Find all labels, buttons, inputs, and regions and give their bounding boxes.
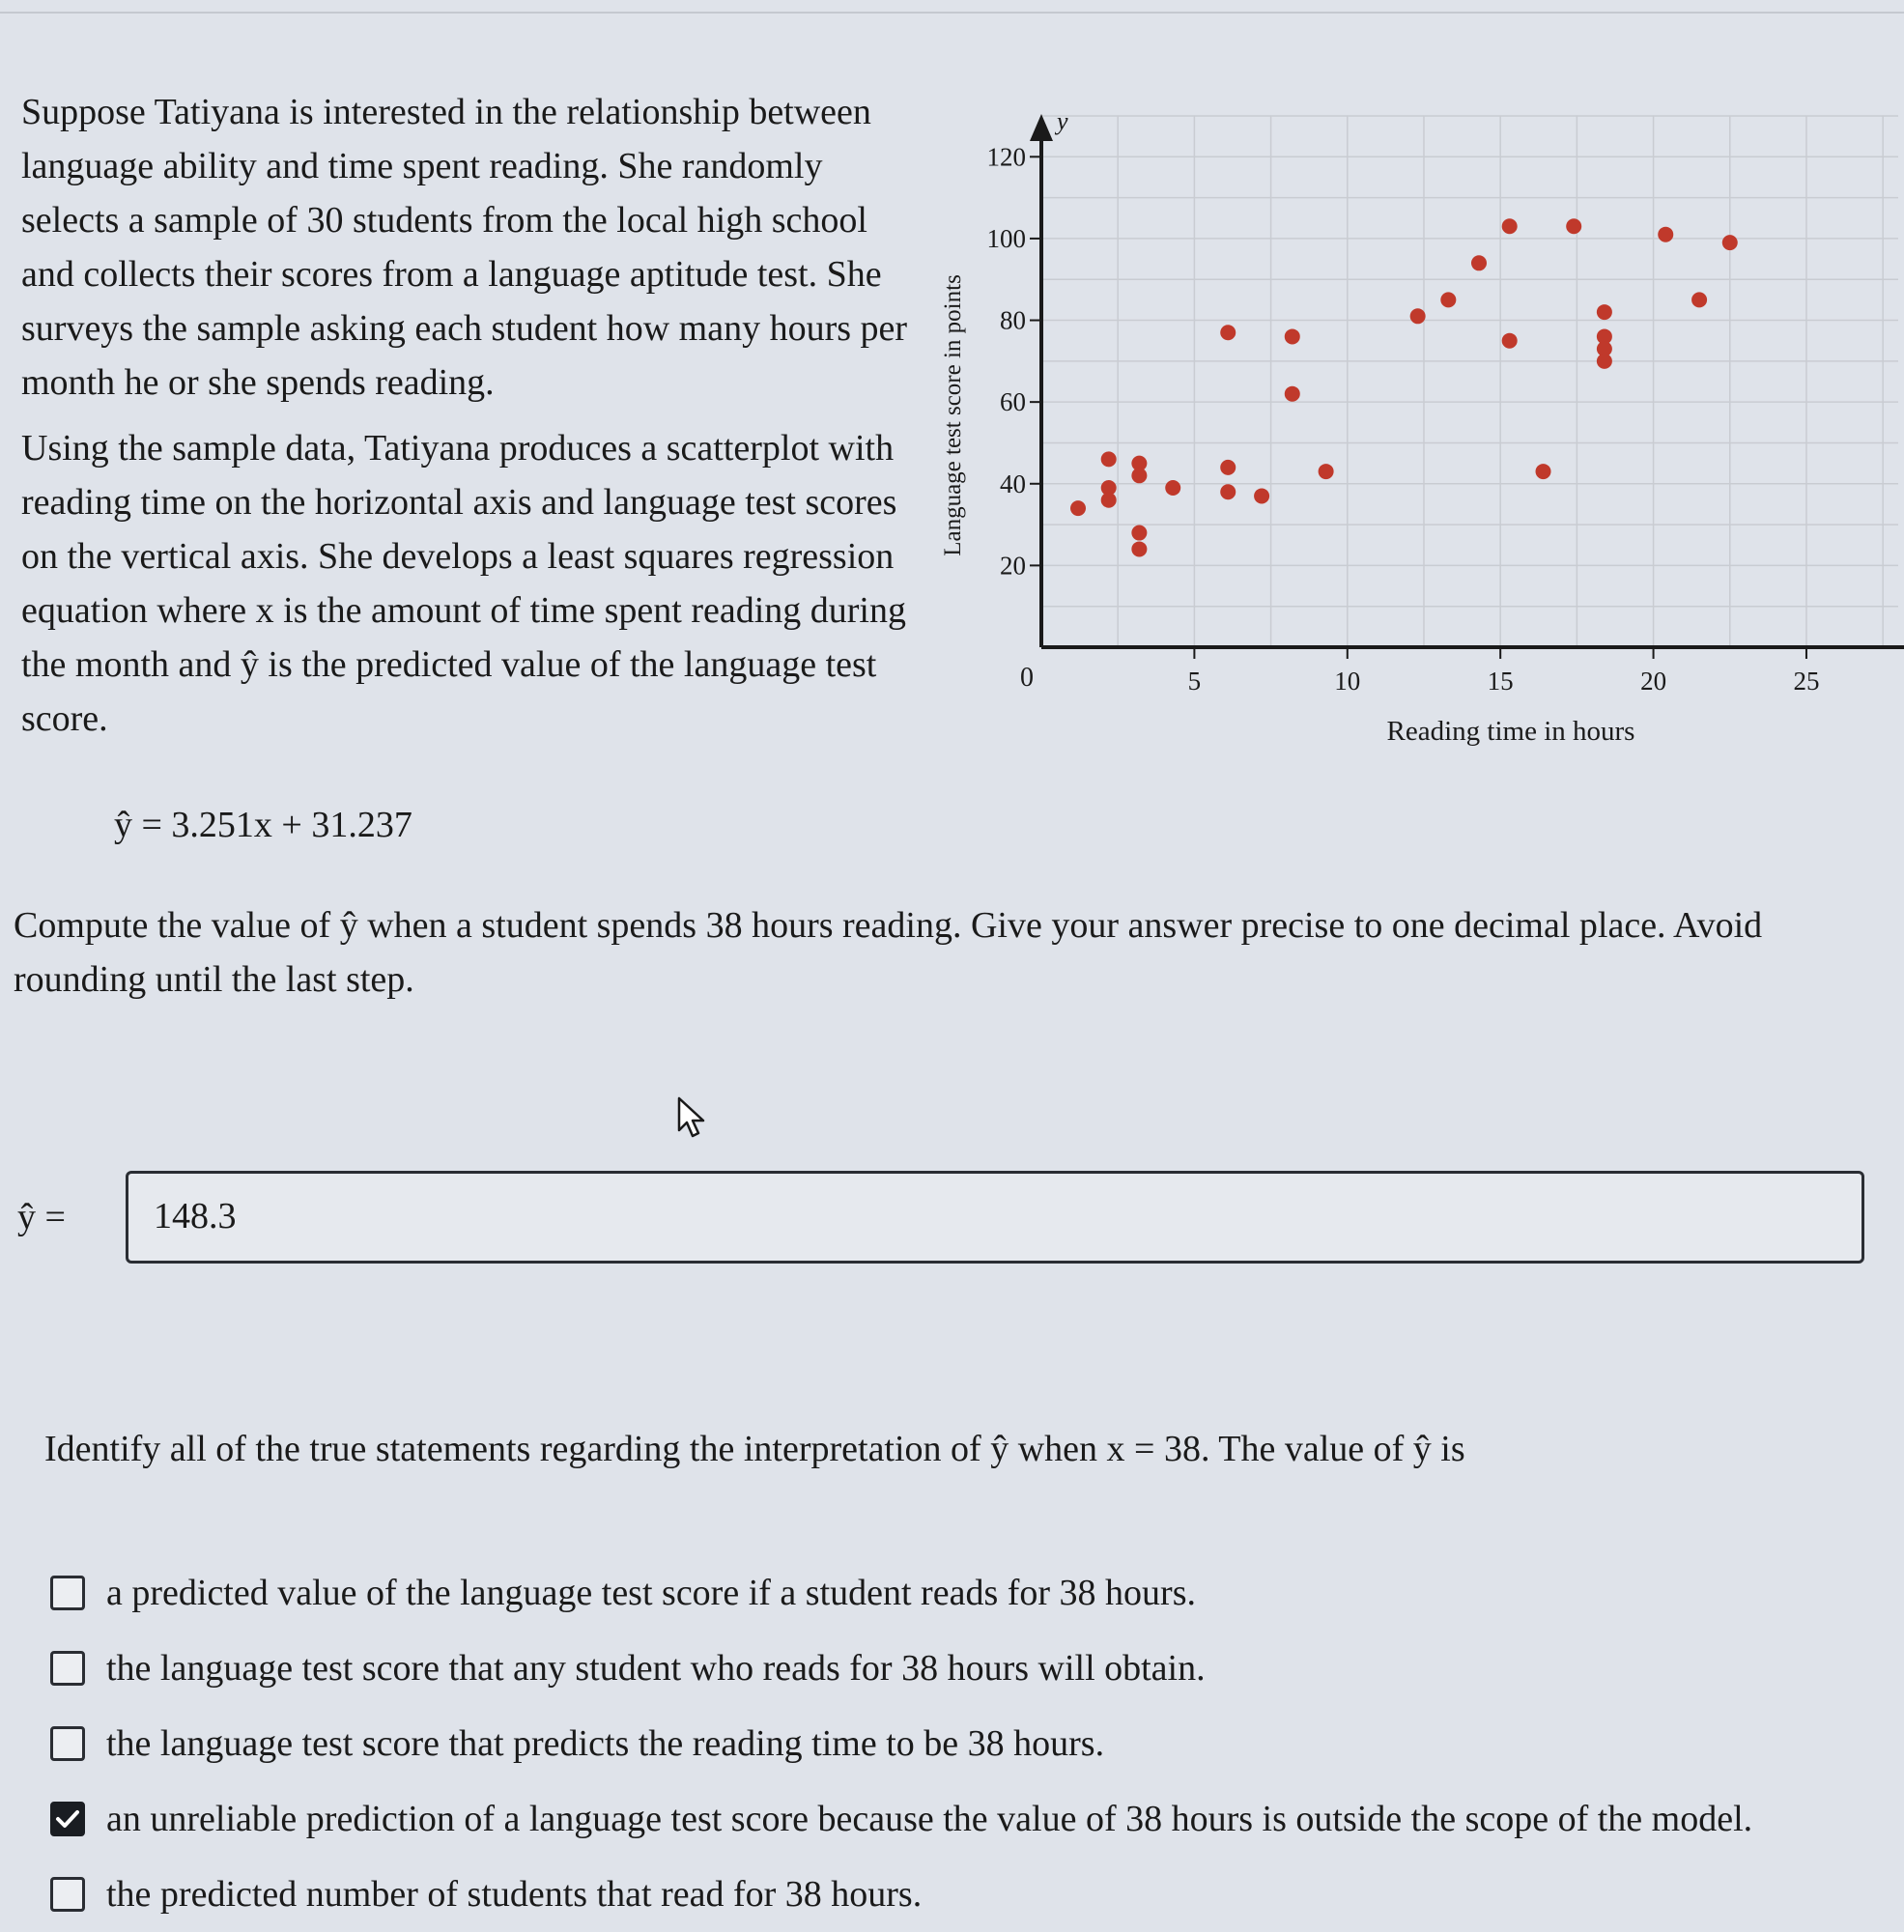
checkbox-option-5[interactable] [50,1877,85,1912]
y-tick-label: 120 [986,142,1026,172]
scatterplot-svg [927,97,1904,773]
checkbox-option-2[interactable] [50,1651,85,1686]
scatter-point [1502,333,1518,349]
y-axis-label: Language test score in points [940,274,966,556]
checkbox-option-4[interactable] [50,1802,85,1836]
scatter-point [1597,354,1612,369]
option-3-text: the language test score that predicts the reading time to be 38 hours. [106,1723,1105,1764]
scatter-point [1220,460,1236,475]
checkbox-option-3[interactable] [50,1726,85,1761]
scatterplot [927,97,1904,773]
option-predicted-value[interactable] [50,1555,1886,1631]
scatter-point [1319,464,1334,479]
scatter-point [1131,541,1147,556]
y-tick-label: 60 [1000,387,1026,417]
regression-equation: ŷ = 3.251x + 31.237 [114,805,412,845]
question-text: Compute the value of ŷ when a student spends 38 hours reading. Give your answer precise to one decimal place. Avoid rounding until the last step. [14,905,1763,1000]
scatter-point [1131,526,1147,541]
scatter-point [1220,484,1236,499]
scatter-point [1285,386,1300,402]
scatter-point [1254,488,1269,503]
x-tick-label: 20 [1640,667,1667,696]
y-tick-label: 40 [1000,469,1026,498]
x-tick-label: 25 [1793,667,1820,696]
scatter-point [1502,218,1518,234]
scatter-point [1101,451,1117,467]
intro-paragraph-1: Suppose Tatiyana is interested in the relationship between language ability and time spent reading. She randomly selects a sample of 30 students from the local high school and collects their scores from a language aptitude test. She surveys the sample asking each student how many hours per month he or she spends reading. [21,92,908,403]
scatter-point [1471,255,1487,270]
scatter-point [1536,464,1551,479]
scatter-point [1131,468,1147,483]
identify-prompt: Identify all of the true statements regarding the interpretation of ŷ when x = 38. The value of ŷ is [44,1429,1465,1469]
scatter-point [1070,500,1086,516]
option-4-text: an unreliable prediction of a language test score because the value of 38 hours is outside the scope of the model. [106,1799,1753,1839]
x-axis-label: Reading time in hours [1386,716,1635,747]
option-any-student-score[interactable] [50,1631,1886,1706]
scatter-point [1440,292,1456,307]
scatter-point [1220,325,1236,340]
checkbox-option-1[interactable] [50,1576,85,1610]
x-tick-label: 15 [1487,667,1514,696]
y-axis-arrow-icon [1030,114,1053,141]
y-axis-letter: y [1057,107,1068,135]
origin-label: 0 [1020,663,1034,693]
option-predicts-reading-time[interactable] [50,1706,1886,1781]
scatter-point [1566,218,1581,234]
mouse-pointer-icon [676,1095,707,1140]
checkmark-icon [55,1808,80,1830]
scatter-point [1165,480,1180,496]
scatter-point [1101,493,1117,508]
scatter-point [1691,292,1707,307]
answer-input[interactable]: 148.3 [126,1171,1864,1264]
statement-options [50,1555,1886,1932]
problem-intro [21,85,929,757]
scatter-point [1285,328,1300,344]
option-unreliable-prediction[interactable] [50,1781,1886,1857]
option-1-text: a predicted value of the language test score if a student reads for 38 hours. [106,1573,1196,1613]
top-divider [0,12,1904,14]
y-tick-label: 100 [986,223,1026,253]
option-number-of-students[interactable] [50,1857,1886,1932]
scatter-point [1597,304,1612,320]
option-2-text: the language test score that any student who reads for 38 hours will obtain. [106,1648,1206,1689]
y-tick-label: 20 [1000,551,1026,581]
y-tick-label: 80 [1000,305,1026,335]
x-tick-label: 10 [1334,667,1361,696]
scatter-point [1722,235,1738,250]
option-5-text: the predicted number of students that read for 38 hours. [106,1874,923,1915]
answer-label: ŷ = [17,1197,66,1237]
scatter-point [1410,308,1426,324]
intro-paragraph-2: Using the sample data, Tatiyana produces a scatterplot with reading time on the horizontal axis and language test scores on the vertical axis. She develops a least squares regression equation where x is the amount of time spent reading during the month and ŷ is the predicted value of the language test score. [21,428,906,739]
scatter-point [1658,227,1673,242]
x-tick-label: 5 [1187,667,1202,696]
